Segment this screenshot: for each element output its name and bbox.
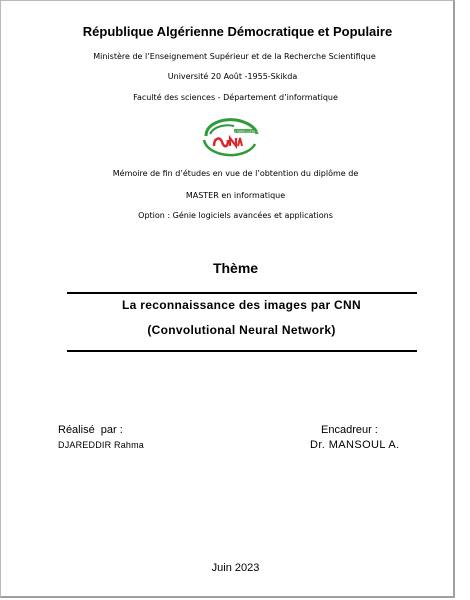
supervisor-name: Dr. MANSOUL A.: [310, 439, 400, 451]
faculty-line: Faculté des sciences - Département d’informatique: [133, 93, 338, 102]
thesis-title-line1: La reconnaissance des images par CNN: [122, 298, 361, 312]
theme-label: Thème: [212, 260, 259, 276]
memoire-line: Mémoire de fin d’études en vue de l’obtention du diplôme de: [112, 169, 359, 178]
student-name: DJAREDDIR Rahma: [58, 440, 145, 450]
realise-label: Réalisé par :: [58, 424, 123, 436]
defense-date: Juin 2023: [211, 562, 260, 574]
encadreur-label: Encadreur :: [321, 424, 378, 436]
university-line: Université 20 Août -1955-Skikda: [167, 72, 298, 81]
thesis-title-line2: (Convolutional Neural Network): [147, 323, 336, 337]
ministry-line: Ministère de l’Enseignement Supérieur et de la Recherche Scientifique: [93, 52, 376, 61]
logo-text: جامعة 20 أوت 1955 سكيكدة: [226, 129, 264, 134]
title-rule-top: [67, 292, 417, 294]
master-line: MASTER en informatique: [185, 191, 286, 200]
republic-heading: République Algérienne Démocratique et Populaire: [82, 24, 393, 39]
title-rule-bottom: [67, 350, 417, 352]
option-line: Option : Génie logiciels avancées et applications: [138, 211, 333, 220]
university-logo-icon: [200, 116, 262, 158]
